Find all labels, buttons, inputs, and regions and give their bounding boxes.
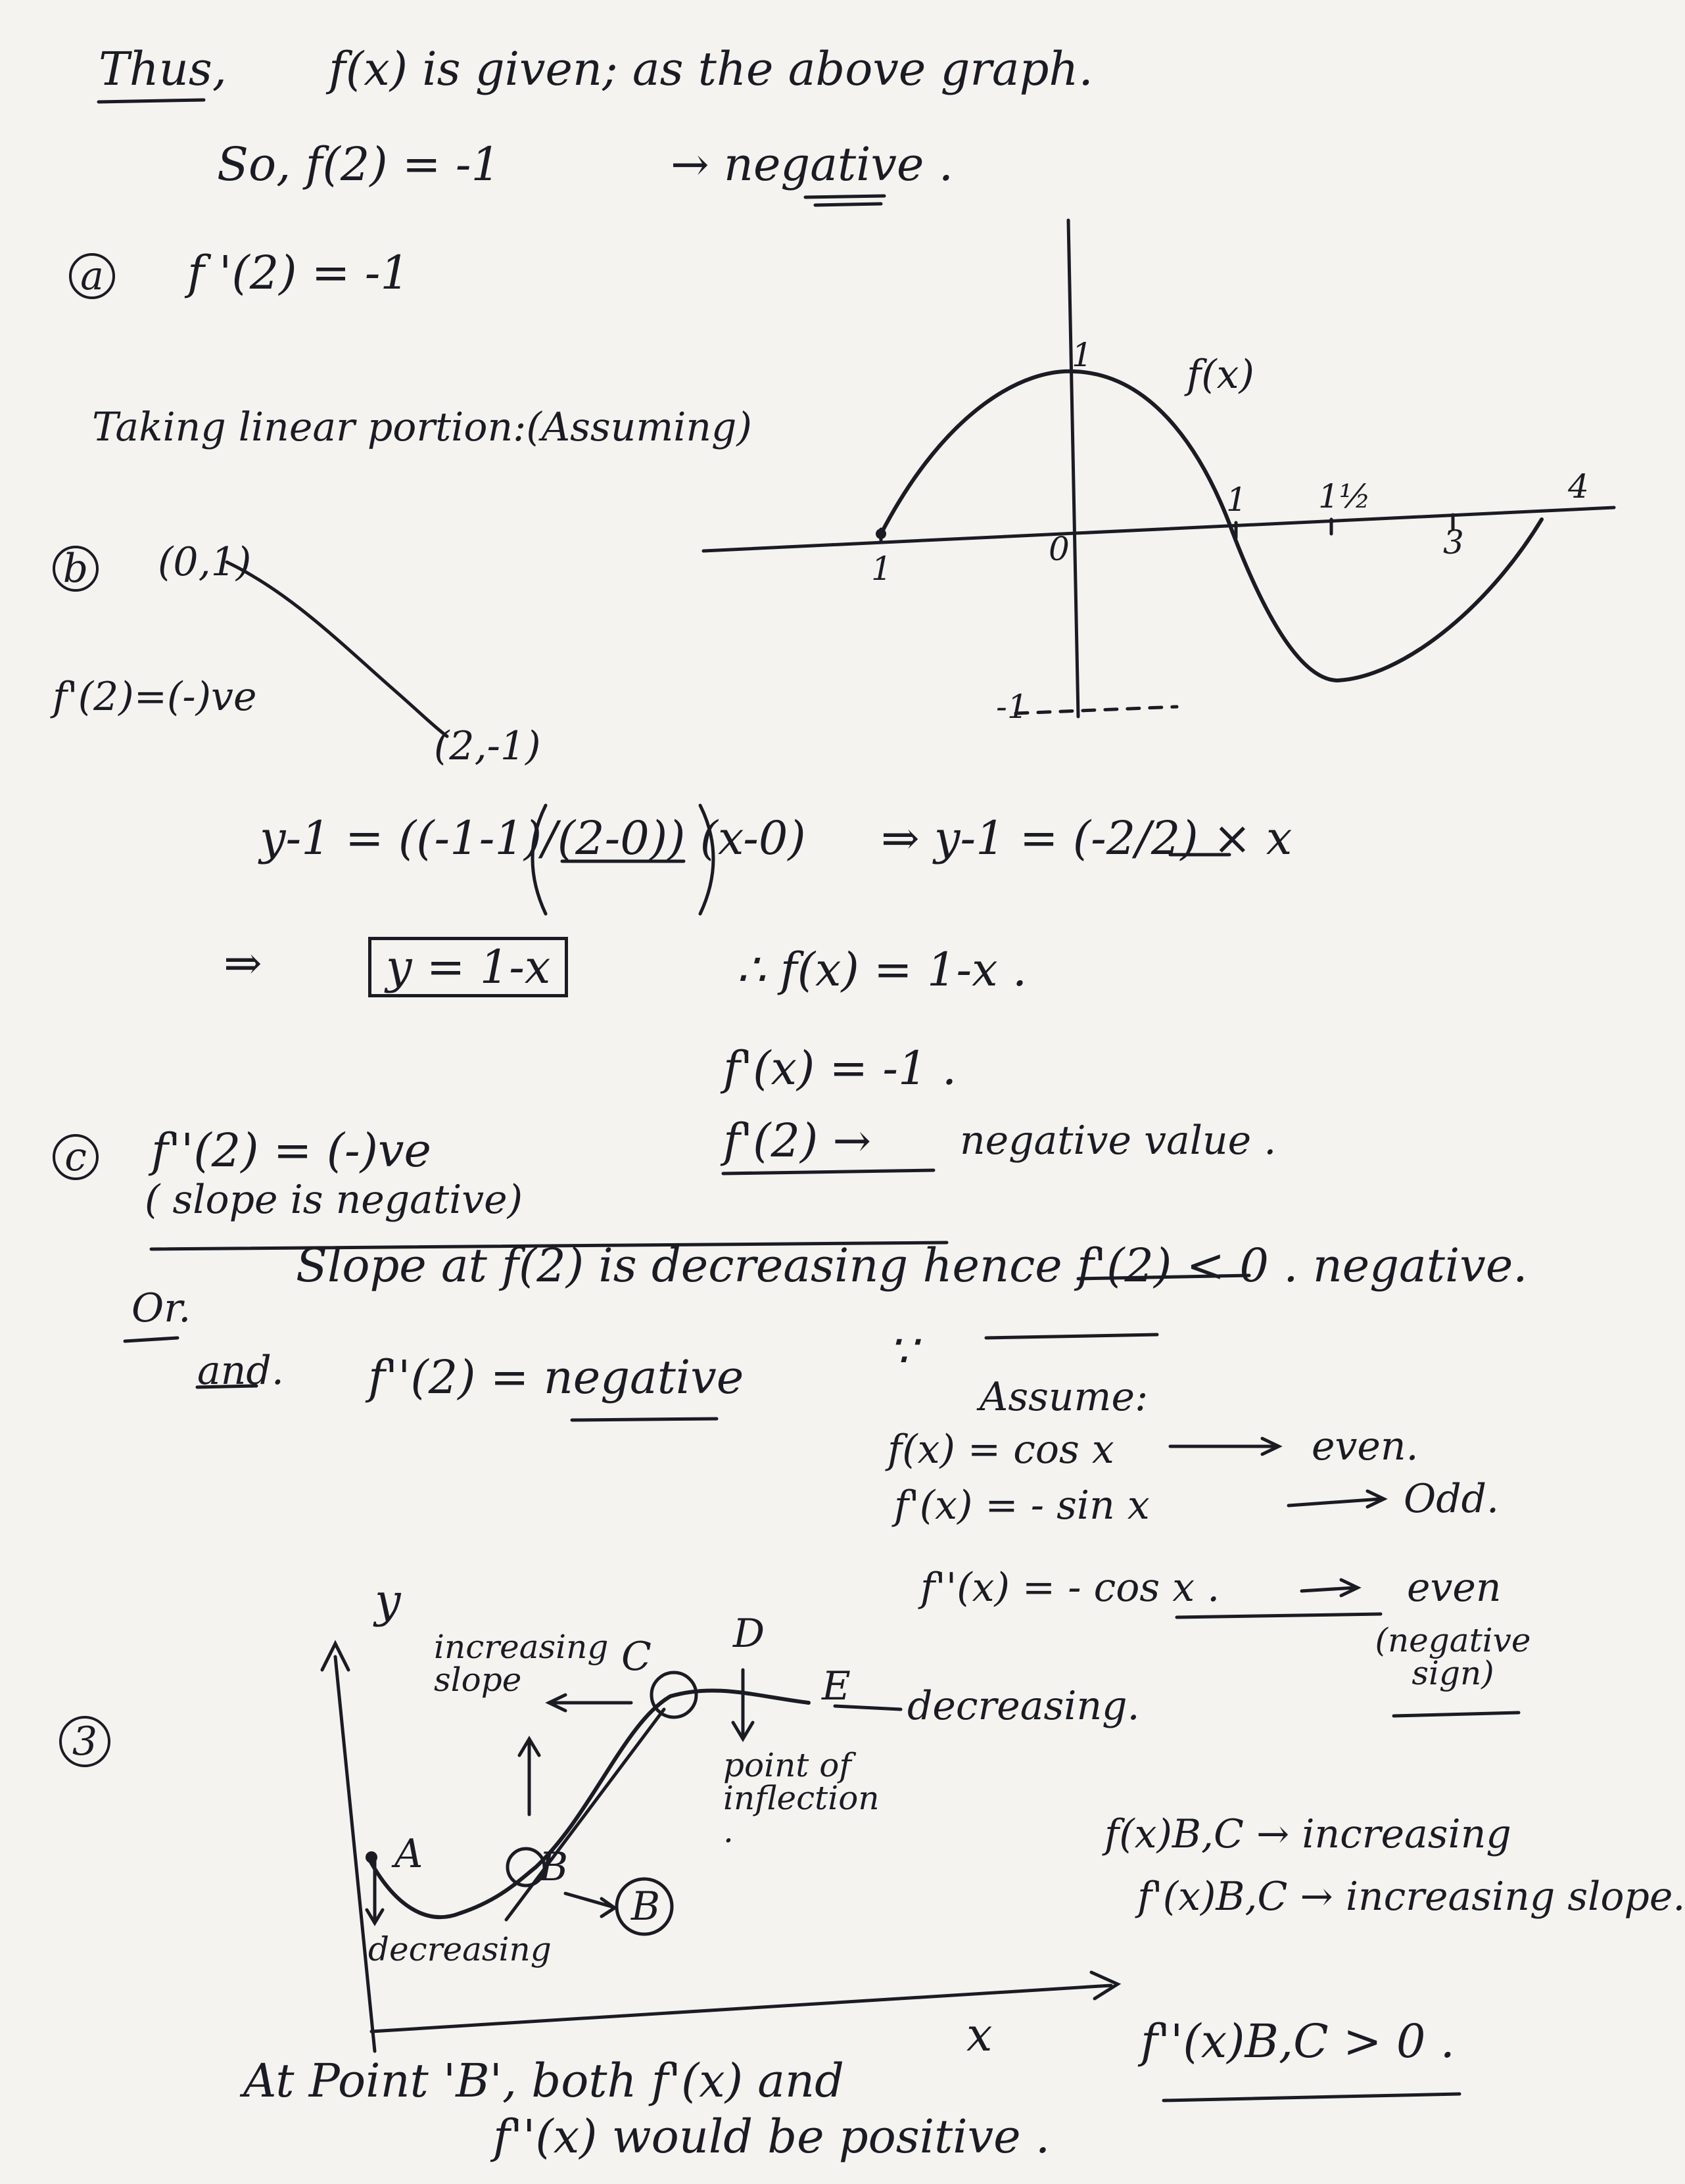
assume-text: Assume: [980,1374,1149,1420]
graph-fx-label: f(x) [1187,352,1254,398]
graph-dot-left [876,529,886,539]
graph-x-axis [703,508,1614,551]
point-C-label: C [621,1634,652,1680]
increasing-slope-label: increasing slope [434,1628,609,1699]
assume-fppx: f''(x) = - cos x . [920,1565,1220,1611]
underline-thus [99,100,204,102]
graph-x-tick-1: 1 [1226,481,1247,519]
dot-point-A [366,1851,377,1863]
negative-value-text: negative value . [960,1118,1277,1164]
arrow-increasing-slope [519,1739,539,1815]
point-B-conclusion-2: f''(x) would be positive . [493,2110,1051,2164]
so-result: → negative . [671,137,953,191]
and-equation: f''(2) = negative [368,1350,744,1404]
fBC-increasing: f(x)B,C → increasing [1104,1811,1511,1857]
b-fprime: f'(2)=(-)ve [53,674,257,720]
arrow-A-decreasing [367,1861,383,1923]
assume-even2: even [1407,1565,1502,1611]
inflection-label: point of inflection . [723,1746,880,1850]
underline-neg-value [723,1170,934,1174]
underline-and-negative [572,1419,717,1420]
and-text: and. [197,1348,284,1394]
fprime-equation: f'(x) = -1 . [723,1041,957,1095]
assume-odd: Odd. [1404,1476,1500,1522]
b-point1: (0,1) [158,539,252,585]
implies-arrow: ⇒ [224,936,262,990]
graph-x-tick-2: 1½ [1318,477,1371,515]
underline-neg-sign [1394,1713,1519,1716]
graph-x-tick-3: 3 [1443,523,1464,561]
assume-fpx: f'(x) = - sin x [894,1483,1150,1529]
line-equation: y-1 = ((-1-1)/(2-0)) (x-0) [260,811,806,865]
graph-y-tick-bottom: -1 [996,688,1028,726]
fppBC-positive: f''(x)B,C > 0 . [1141,2014,1455,2068]
part3-x-label: x [966,2008,993,2062]
slope-line: Slope at f(2) is decreasing hence f'(2) < 0 . negative. [296,1239,1528,1293]
point-E-label: E [822,1663,851,1709]
given-text: f(x) is given; as the above graph. [329,42,1093,96]
b-point2: (2,-1) [434,723,541,769]
linear-portion-sketch [227,562,447,736]
assume-neg-sign: (negative sign) [1375,1621,1531,1692]
c-paren-text: ( slope is negative) [145,1177,523,1223]
arrow-even [1170,1438,1279,1454]
point-B-label: B [539,1844,569,1890]
point-A-label: A [394,1831,423,1877]
or-text: Or. [131,1285,191,1331]
decreasing-label-left: decreasing [368,1930,552,1968]
assume-even1: even. [1312,1423,1419,1469]
underline-negative [805,196,884,205]
a-equation: f '(2) = -1 [187,246,410,300]
underline-or [125,1338,178,1341]
circled-B-label: B [631,1884,661,1930]
arrow-to-C [549,1695,631,1711]
arrow-B-to-label [565,1893,615,1916]
label-b: b [53,546,99,592]
point-B-conclusion-1: At Point 'B', both f'(x) and [243,2054,844,2108]
arrow-odd [1289,1491,1384,1507]
point-D-label: D [733,1611,765,1657]
fprime2-text: f'(2) → [723,1114,872,1168]
graph-x-tick-4: 4 [1568,467,1589,506]
f-equation: ∴ f(x) = 1-x . [736,943,1028,997]
underline-cos [1177,1614,1381,1617]
label-3: 3 [59,1716,110,1767]
graph-origin-label: 0 [1049,530,1070,568]
underline-atemos [986,1335,1157,1338]
arrow-even2 [1302,1580,1358,1596]
assume-fx: f(x) = cos x [888,1427,1114,1473]
so-text: So, f(2) = -1 [217,137,501,191]
label-a: a [69,253,115,299]
graph-y-tick-top: 1 [1072,336,1093,374]
decreasing-label-right: decreasing. [907,1683,1140,1729]
minus-one-dashed-line [1016,707,1177,713]
graph-y-axis [1068,220,1078,717]
boxed-equation: y = 1-x [368,937,568,997]
underline-result [1164,2094,1460,2101]
part3-y-label: y [375,1574,401,1628]
thus-text: Thus, [99,42,227,96]
label-c: c [53,1134,99,1180]
line-equation-right: ⇒ y-1 = (-2/2) × x [881,811,1293,865]
graph-x-tick-0: 1 [871,550,892,588]
fpBC-increasing: f'(x)B,C → increasing slope. [1137,1874,1685,1920]
part3-x-axis [371,1985,1111,2031]
c-equation: f''(2) = (-)ve [151,1124,431,1177]
because-symbol: ∵ [888,1324,917,1378]
taking-text: Taking linear portion:(Assuming) [92,404,752,450]
arrow-D-down [733,1670,753,1739]
